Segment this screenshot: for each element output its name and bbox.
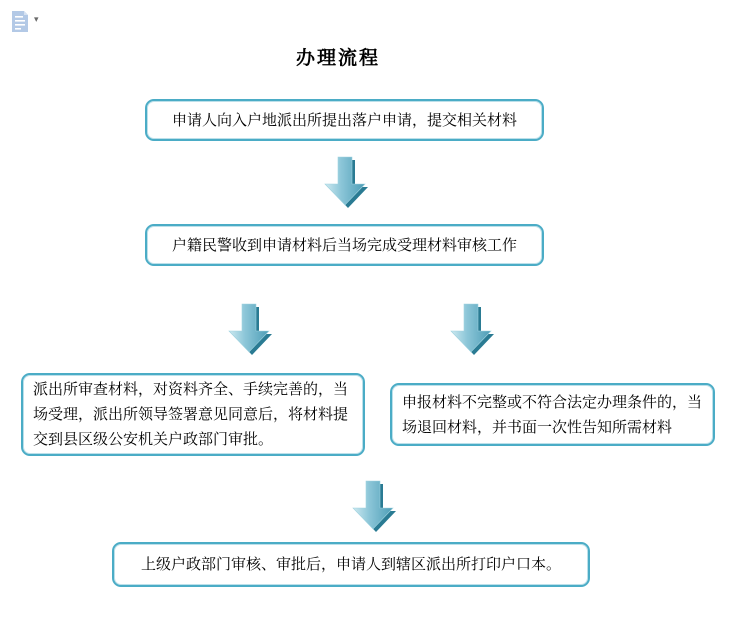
flow-step-label: 户籍民警收到申请材料后当场完成受理材料审核工作: [171, 235, 517, 254]
flow-step-label: 申请人向入户地派出所提出落户申请，提交相关材料: [171, 110, 517, 129]
flow-step-label: 上级户政部门审核、审批后，申请人到辖区派出所打印户口本。: [140, 555, 561, 573]
flow-step-application: [145, 99, 544, 141]
flow-step-materials-incomplete: [390, 383, 715, 446]
down-arrow-icon: [226, 303, 272, 358]
flow-step-label: 派出所审查材料，对资料齐全、手续完善的，当场受理，派出所领导签署意见同意后，将材料提交到县区级公安机关户政部门审批。: [33, 380, 349, 448]
page-title: 办理流程: [296, 47, 381, 69]
flow-step-intake-review: [145, 224, 544, 266]
flow-step-materials-complete: [21, 373, 365, 456]
flow-step-label: 申报材料不完整或不符合法定办理条件的，当场退回材料，并书面一次性告知所需材料: [402, 392, 703, 436]
clipboard-paste-icon: [11, 11, 29, 32]
down-arrow-icon: [350, 480, 396, 535]
chevron-down-icon[interactable]: ▾: [34, 15, 39, 25]
paste-options-button[interactable]: [11, 11, 39, 32]
down-arrow-icon: [322, 156, 368, 211]
down-arrow-icon: [448, 303, 494, 358]
flow-step-print-hukou: [112, 542, 590, 587]
